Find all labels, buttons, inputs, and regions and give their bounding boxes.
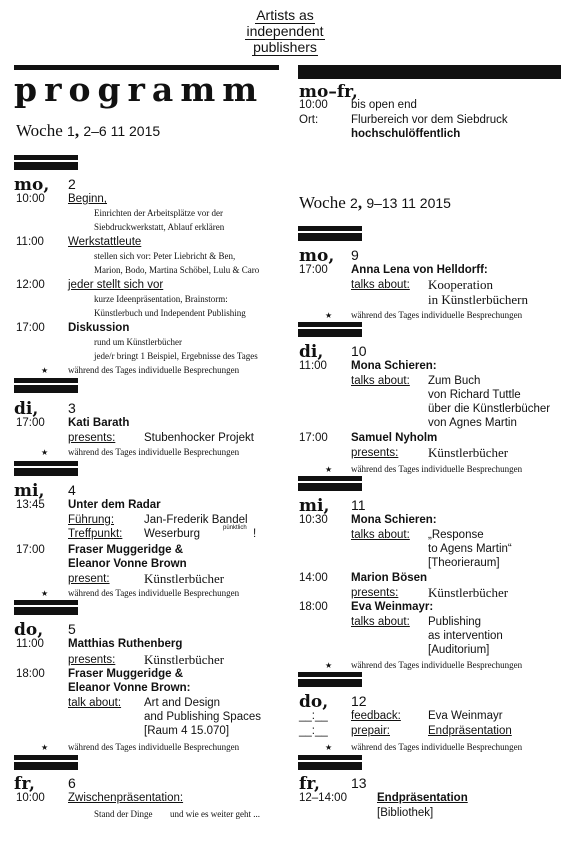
w2-di-time2: 17:00 [299, 432, 328, 444]
w1-mo-e4-desc2: jede/r bringt 1 Beispiel, Ergebnisse des Tages [94, 351, 258, 361]
w1-mi-date: 4 [68, 482, 76, 498]
event-title-line3: publishers [253, 39, 317, 55]
w2-mi-name1: Mona Schieren: [351, 514, 437, 526]
mofr-time: 10:00 [299, 99, 328, 111]
w1-fr-date: 6 [68, 775, 76, 791]
w1-do-name2a: Fraser Muggeridge & [68, 668, 184, 680]
w1-mo-day: mo, [14, 175, 50, 195]
w1-di-bar2 [14, 385, 78, 393]
w2-di-date: 10 [351, 343, 367, 359]
w2-do-value1: Eva Weinmayr [428, 710, 503, 722]
w2-do-day: do, [299, 692, 329, 712]
w2-di-name1: Mona Schieren: [351, 360, 437, 372]
week1-dates: 2–6 11 2015 [83, 123, 161, 139]
mofr-time-text: bis open end [351, 99, 417, 111]
top-rule-right [298, 65, 561, 79]
w1-fr-title: Zwischenpräsentation: [68, 792, 184, 804]
w2-fr-bar1 [298, 755, 362, 760]
w1-mo-e2-desc2: Marion, Bodo, Martina Schöbel, Lulu & Caro [94, 265, 260, 275]
w2-di-value2: Künstlerbücher [428, 445, 509, 460]
week2-heading: Woche 2, 9–13 11 2015 [299, 193, 451, 212]
w2-di-label2: presents: [351, 447, 399, 459]
week2-dates: 9–13 11 2015 [366, 195, 451, 211]
w1-mo-e3-title: jeder stellt sich vor [68, 279, 164, 291]
w1-mo-e3-desc1: kurze Ideenpräsentation, Brainstorm: [94, 294, 228, 304]
w2-do-bar2 [298, 679, 362, 687]
mofr-public: hochschulöffentlich [351, 128, 461, 140]
w1-mi-value2: Weserburg [144, 528, 201, 540]
w2-di-note: während des Tages individuelle Besprechungen [351, 464, 523, 474]
w1-fr-desc1: Stand der Dinge [94, 809, 153, 819]
w2-mi-note: während des Tages individuelle Besprechungen [351, 660, 523, 670]
w1-fr-time: 10:00 [16, 792, 45, 804]
w1-do-time2: 18:00 [16, 668, 45, 680]
w2-mi-value1c: [Theorieraum] [428, 557, 500, 569]
w1-do-date: 5 [68, 621, 76, 637]
w1-di-time: 17:00 [16, 417, 45, 429]
w2-mi-value3b: as intervention [428, 630, 503, 642]
w1-mo-e1-time: 10:00 [16, 193, 45, 205]
w1-mi-star-icon: ★ [41, 589, 49, 598]
event-title-line2: independent [246, 23, 324, 39]
w1-do-star-icon: ★ [41, 743, 49, 752]
w1-mo-star-icon: ★ [41, 366, 49, 375]
w1-fr-desc2: und wie es weiter geht ... [170, 809, 260, 819]
w1-di-note: während des Tages individuelle Besprechungen [68, 447, 240, 457]
w1-do-day: do, [14, 620, 44, 640]
w1-di-day: di, [14, 399, 39, 419]
week1-heading: Woche 1, 2–6 11 2015 [16, 121, 161, 140]
w2-di-bar2 [298, 329, 362, 337]
w1-do-bar2 [14, 607, 78, 615]
w1-mo-e2-title: Werkstattleute [68, 236, 142, 248]
w2-mi-bar2 [298, 483, 362, 491]
w2-mo-time: 17:00 [299, 264, 328, 276]
w2-mo-bar2 [298, 233, 362, 241]
w2-mi-star-icon: ★ [325, 661, 333, 670]
w2-mi-date: 11 [351, 497, 366, 513]
w1-mi-time1: 13:45 [16, 499, 45, 511]
w1-do-note: während des Tages individuelle Besprechungen [68, 742, 240, 752]
w2-fr-time: 12–14:00 [299, 792, 347, 804]
w2-mi-label1: talks about: [351, 529, 410, 541]
w2-di-time1: 11:00 [299, 360, 327, 372]
w1-do-value2b: and Publishing Spaces [144, 711, 261, 723]
w1-di-bar1 [14, 378, 78, 383]
w1-mi-excl: ! [253, 528, 257, 540]
w1-mi-name2b: Eleanor Vonne Brown [68, 558, 187, 570]
w1-mo-e3-time: 12:00 [16, 279, 45, 291]
w2-do-bar1 [298, 672, 362, 677]
w1-mi-label2: Treffpunkt: [68, 528, 123, 540]
w2-di-day: di, [299, 342, 324, 362]
w1-mo-date: 2 [68, 176, 76, 192]
w1-mi-value3: Künstlerbücher [144, 571, 225, 586]
w2-mo-value2: in Künstlerbüchern [428, 292, 529, 307]
w2-mi-value2: Künstlerbücher [428, 585, 509, 600]
w1-do-label1: presents: [68, 654, 116, 666]
w1-fr-bar2 [14, 762, 78, 770]
w2-mo-star-icon: ★ [325, 311, 333, 320]
w2-fr-day: fr, [299, 774, 320, 794]
w1-mo-e4-title: Diskussion [68, 322, 130, 334]
w2-fr-bar2 [298, 762, 362, 770]
w1-di-star-icon: ★ [41, 448, 49, 457]
w2-fr-title: Endpräsentation [377, 792, 468, 804]
w1-do-value1: Künstlerbücher [144, 652, 225, 667]
w2-mi-value3c: [Auditorium] [428, 644, 490, 656]
w1-mi-note: während des Tages individuelle Besprechungen [68, 588, 240, 598]
w2-di-value1b: von Richard Tuttle [428, 389, 521, 401]
w1-fr-day: fr, [14, 774, 35, 794]
w2-di-label1: talks about: [351, 375, 410, 387]
w1-do-name1: Matthias Ruthenberg [68, 638, 183, 650]
w2-mo-day: mo, [299, 246, 335, 266]
w2-di-star-icon: ★ [325, 465, 333, 474]
w2-di-name2: Samuel Nyholm [351, 432, 438, 444]
w1-do-bar1 [14, 600, 78, 605]
program-title: programm [14, 70, 265, 109]
week2-label: Woche [299, 193, 346, 212]
w1-mo-e4-time: 17:00 [16, 322, 45, 334]
w1-do-label2: talk about: [68, 697, 122, 709]
mofr-day: mo–fr, [299, 82, 358, 102]
week2-num: 2 [350, 195, 358, 211]
w2-mi-day: mi, [299, 496, 330, 516]
w1-mo-e4-desc1: rund um Künstlerbücher [94, 337, 182, 347]
w1-mo-e3-desc2: Künstlerbuch und Independent Publishing [94, 308, 246, 318]
w2-mi-value1a: „Response [428, 529, 484, 541]
w2-mo-bar1 [298, 226, 362, 231]
w1-mi-title1: Unter dem Radar [68, 499, 161, 511]
w2-do-label2: prepair: [351, 725, 390, 737]
w1-mi-day: mi, [14, 481, 45, 501]
w1-mi-bar2 [14, 468, 78, 476]
w1-do-value2a: Art and Design [144, 697, 221, 709]
w1-do-value2c: [Raum 4 15.070] [144, 725, 230, 737]
week1-num: 1 [67, 123, 75, 139]
w2-do-value2: Endpräsentation [428, 725, 512, 737]
week1-label: Woche [16, 121, 63, 140]
w1-mi-name2a: Fraser Muggeridge & [68, 544, 184, 556]
w2-mi-time2: 14:00 [299, 572, 328, 584]
w1-di-label: presents: [68, 432, 116, 444]
w1-di-name: Kati Barath [68, 417, 130, 429]
w2-di-value1a: Zum Buch [428, 375, 481, 387]
w2-do-label1: feedback: [351, 710, 401, 722]
w1-fr-bar1 [14, 755, 78, 760]
w2-mi-label3: talks about: [351, 616, 410, 628]
mofr-place: Flurbereich vor dem Siebdruck [351, 114, 508, 126]
w2-fr-place: [Bibliothek] [377, 807, 434, 819]
w2-mo-date: 9 [351, 247, 359, 263]
w2-mi-value3a: Publishing [428, 616, 482, 628]
w2-mi-bar1 [298, 476, 362, 481]
w2-do-date: 12 [351, 693, 367, 709]
w1-mi-value1: Jan-Frederik Bandel [144, 514, 248, 526]
w2-di-value1c: über die Künstlerbücher [428, 403, 551, 415]
w2-do-star-icon: ★ [325, 743, 333, 752]
w2-do-note: während des Tages individuelle Besprechungen [351, 742, 523, 752]
w2-mo-value1: Kooperation [428, 277, 493, 292]
w2-do-time2: __:__ [299, 725, 328, 737]
w1-do-time1: 11:00 [16, 638, 44, 650]
w2-mo-note: während des Tages individuelle Besprechungen [351, 310, 523, 320]
w1-di-date: 3 [68, 400, 76, 416]
w2-di-bar1 [298, 322, 362, 327]
w1-mo-note: während des Tages individuelle Besprechungen [68, 365, 240, 375]
w2-mi-name3: Eva Weinmayr: [351, 601, 434, 613]
w2-mi-label2: presents: [351, 587, 399, 599]
w1-mi-label3: present: [68, 573, 110, 585]
w1-mi-time2: 17:00 [16, 544, 45, 556]
w1-mo-e1-desc2: Siebdruckwerkstatt, Ablauf erklären [94, 222, 225, 232]
w1-di-text: Stubenhocker Projekt [144, 432, 254, 444]
w2-do-time1: __:__ [299, 710, 328, 722]
w2-mi-time3: 18:00 [299, 601, 328, 613]
w1-mo-e2-desc1: stellen sich vor: Peter Liebricht & Ben, [94, 251, 236, 261]
w2-di-value1d: von Agnes Martin [428, 417, 517, 429]
w1-do-name2b: Eleanor Vonne Brown: [68, 682, 191, 694]
w1-mo-bar1 [14, 155, 78, 160]
w1-mi-bar1 [14, 461, 78, 466]
event-title-line1: Artists as [256, 7, 314, 23]
w1-mo-e1-desc1: Einrichten der Arbeitsplätze vor der [94, 208, 223, 218]
w1-mo-e2-time: 11:00 [16, 236, 44, 248]
w2-mo-label: talks about: [351, 279, 410, 291]
w2-mi-time1: 10:30 [299, 514, 328, 526]
w2-mi-value1b: to Agens Martin“ [428, 543, 512, 555]
w1-mi-label1: Führung: [68, 514, 115, 526]
w1-mo-bar2 [14, 162, 78, 170]
w1-mo-e1-title: Beginn, [68, 193, 108, 205]
w2-mo-name: Anna Lena von Helldorff: [351, 264, 488, 276]
mofr-place-label: Ort: [299, 114, 319, 126]
w2-mi-name2: Marion Bösen [351, 572, 428, 584]
w2-fr-date: 13 [351, 775, 367, 791]
w1-mi-small-note: pünktlich [223, 525, 247, 531]
event-title [0, 8, 570, 56]
